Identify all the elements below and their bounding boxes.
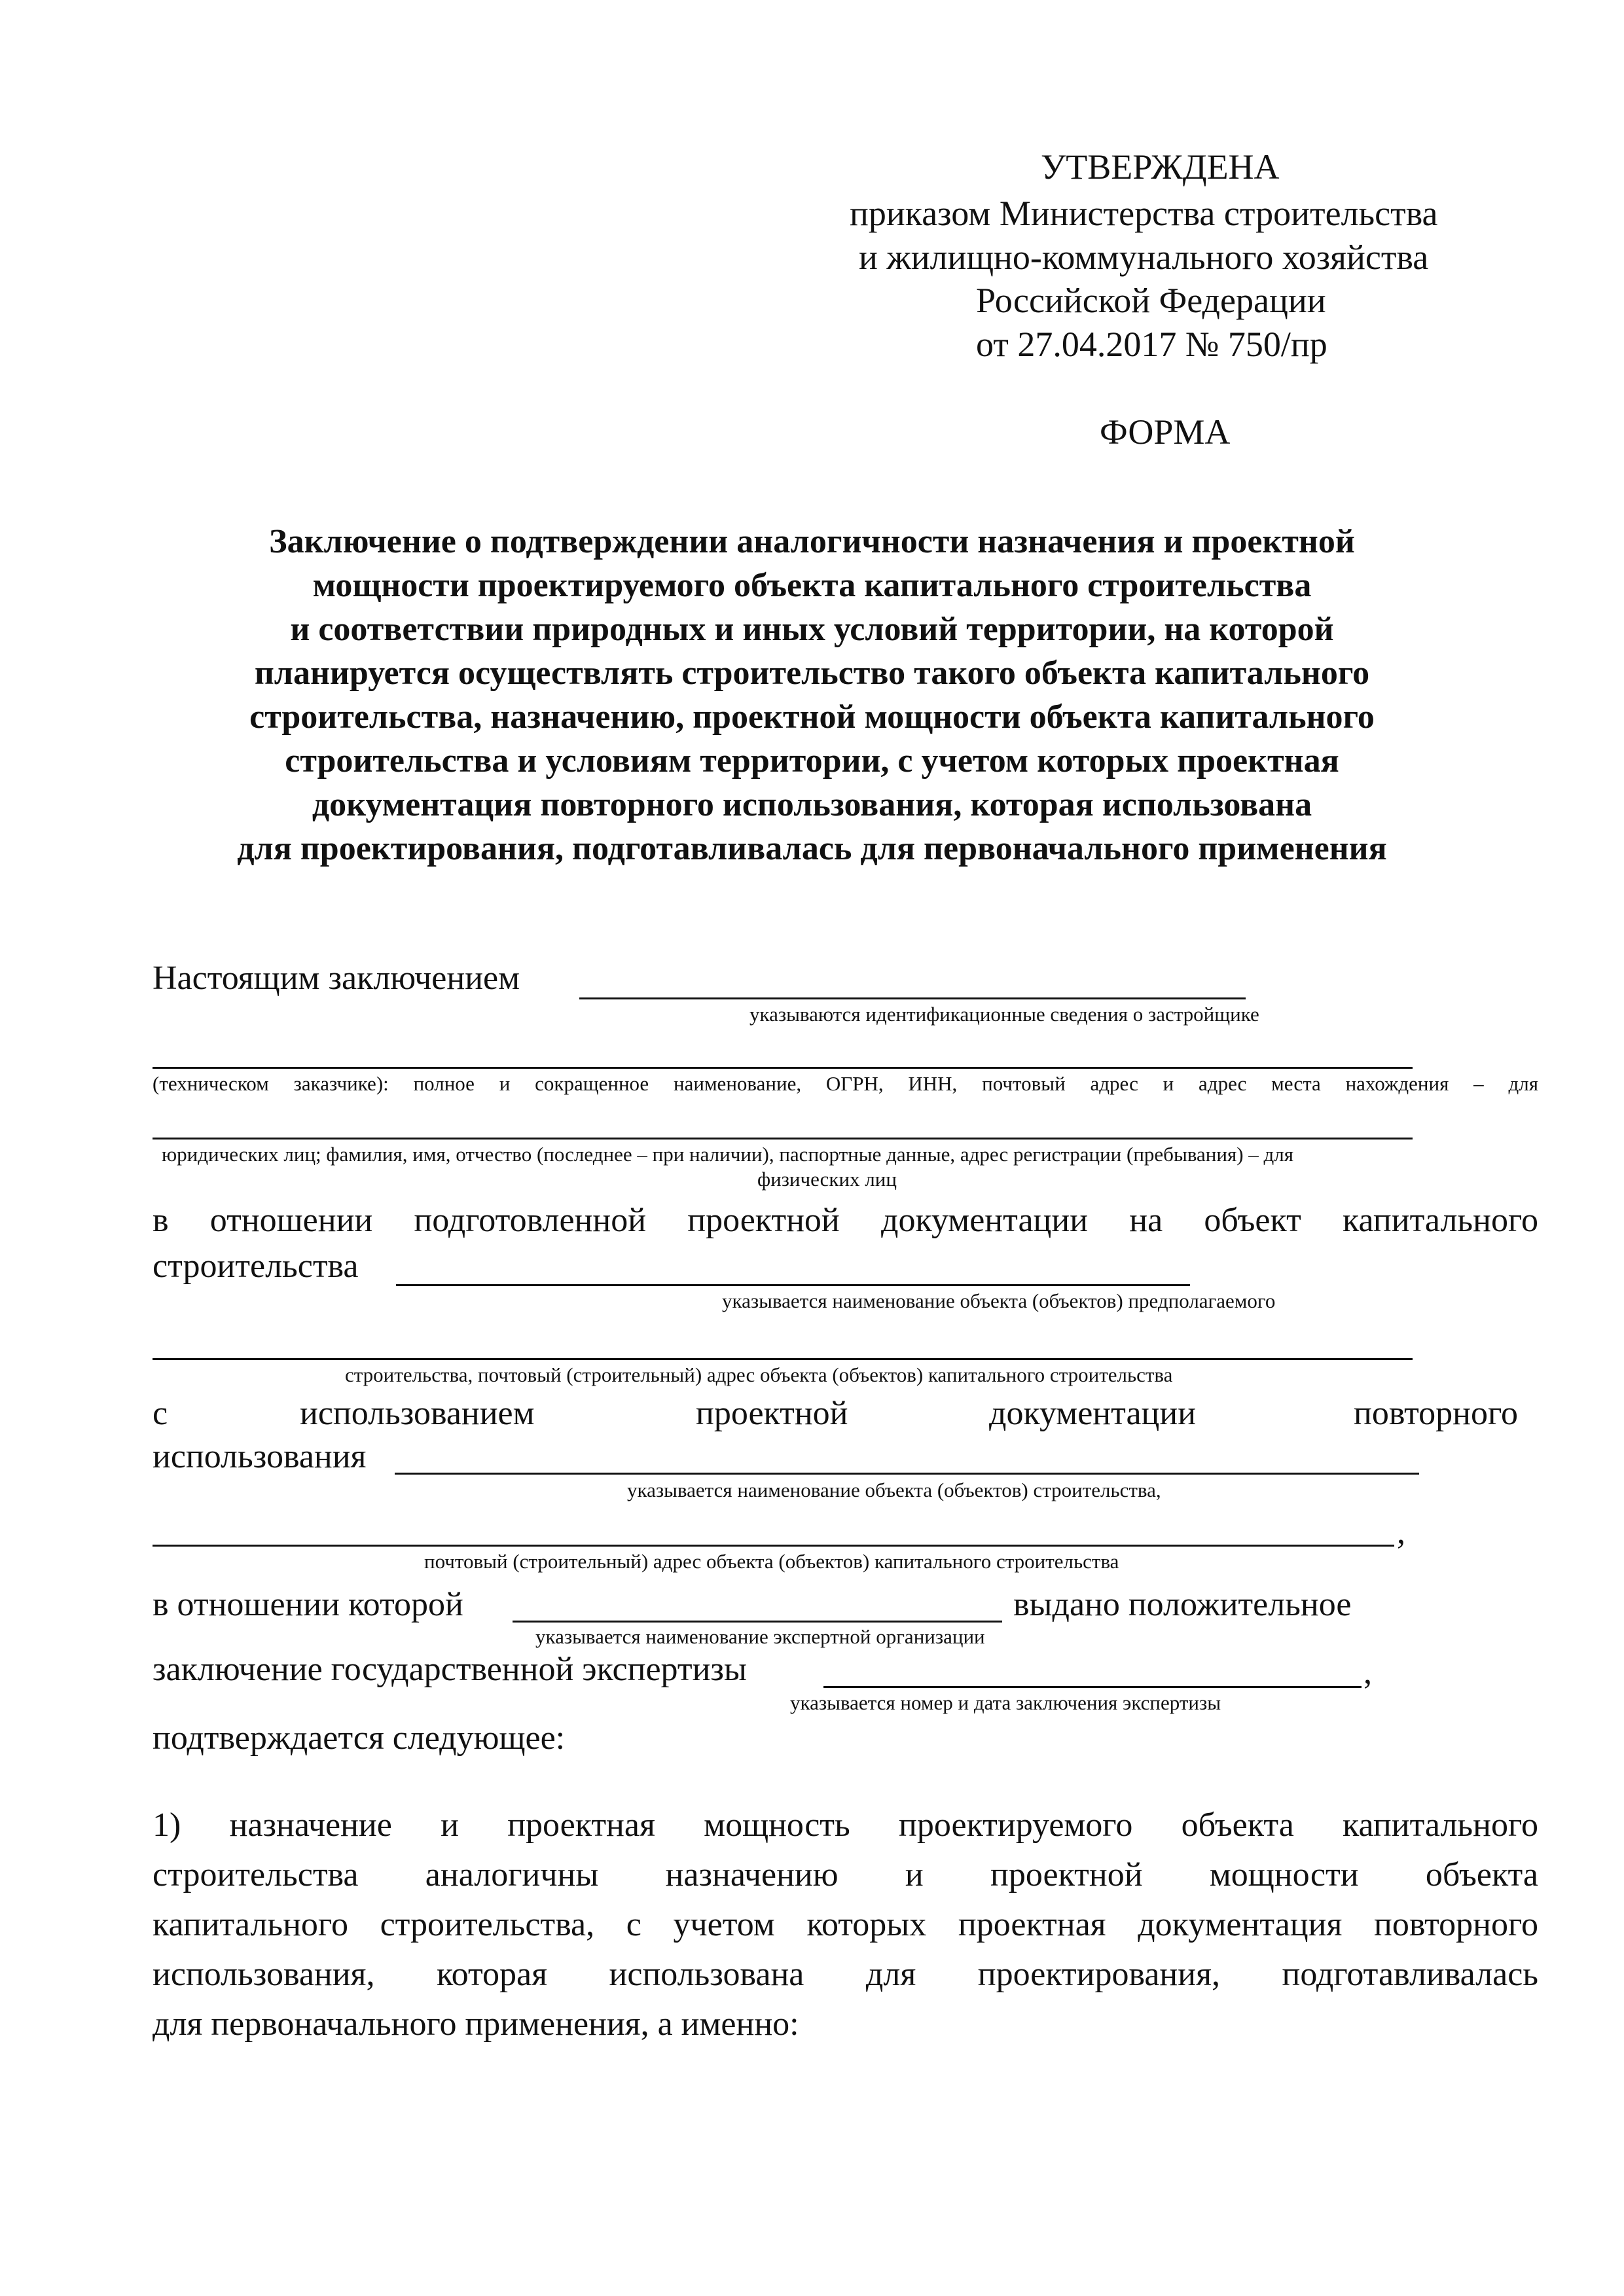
item1-line-4: использования, которая использована для проектирования, подготавливалась xyxy=(153,1956,1538,1993)
reuse-word-3: проектной xyxy=(696,1395,848,1432)
approval-line-1: приказом Министерства строительства xyxy=(850,194,1438,233)
document-title-line-8: для проектирования, подготавливалась для первоначального применения xyxy=(237,830,1387,867)
hint-developer-2: (техническом заказчике): полное и сокращенное наименование, ОГРН, ИНН, почтовый адрес и адрес места нахождения – для xyxy=(153,1072,1538,1095)
reuse-word-1: с xyxy=(153,1395,168,1432)
hint-reuse-1: указывается наименование объекта (объектов) строительства, xyxy=(627,1479,1161,1501)
object-intro-line: в отношении подготовленной проектной документации на объект капитального xyxy=(153,1202,1538,1239)
expert-number-fill-line[interactable] xyxy=(823,1686,1362,1688)
reuse-comma: , xyxy=(1397,1514,1405,1551)
reuse-lead-text: использования xyxy=(153,1438,367,1475)
document-title-line-6: строительства и условиям территории, с учетом которых проектная xyxy=(285,742,1339,780)
object-lead-text: строительства xyxy=(153,1247,359,1285)
document-title-line-5: строительства, назначению, проектной мощности объекта капитального xyxy=(249,698,1375,736)
approval-line-3: Российской Федерации xyxy=(976,281,1326,320)
hint-object-1: указывается наименование объекта (объектов) предполагаемого xyxy=(722,1289,1276,1312)
expertise-lead-text: в отношении которой xyxy=(153,1586,463,1623)
document-title-line-2: мощности проектируемого объекта капитального строительства xyxy=(312,567,1312,604)
item1-line-2: строительства аналогичны назначению и проектной мощности объекта xyxy=(153,1856,1538,1893)
expertise-comma: , xyxy=(1363,1654,1372,1691)
expertise-conclusion-lead: заключение государственной экспертизы xyxy=(153,1651,747,1688)
document-title-line-4: планируется осуществлять строительство такого объекта капитального xyxy=(254,655,1370,692)
hint-reuse-2: почтовый (строительный) адрес объекта (объектов) капитального строительства xyxy=(424,1550,1119,1573)
developer-fill-line-3[interactable] xyxy=(153,1138,1413,1139)
hint-expert-number: указывается номер и дата заключения экспертизы xyxy=(790,1691,1221,1714)
expertise-tail-text: выдано положительное xyxy=(1013,1586,1352,1623)
document-title-line-3: и соответствии природных и иных условий территории, на которой xyxy=(290,611,1334,648)
document-title-line-7: документация повторного использования, которая использована xyxy=(312,786,1312,823)
reuse-fill-line-1[interactable] xyxy=(395,1473,1419,1475)
developer-fill-line-2[interactable] xyxy=(153,1067,1413,1069)
hint-developer-3: юридических лиц; фамилия, имя, отчество (последнее – при наличии), паспортные данные, адрес регистрации (пребывания) – для xyxy=(162,1143,1294,1166)
hint-object-2: строительства, почтовый (строительный) адрес объекта (объектов) капитального строительства xyxy=(345,1363,1173,1386)
hint-developer-4: физических лиц xyxy=(757,1168,897,1191)
reuse-fill-line-2[interactable] xyxy=(153,1545,1394,1547)
object-fill-line-1[interactable] xyxy=(396,1284,1190,1286)
item1-line-5: для первоначального применения, а именно: xyxy=(153,2005,799,2043)
reuse-word-5: повторного xyxy=(1354,1395,1518,1432)
reuse-word-4: документации xyxy=(989,1395,1197,1432)
item1-line-3: капитального строительства, с учетом которых проектная документация повторного xyxy=(153,1906,1538,1943)
expert-org-fill-line[interactable] xyxy=(513,1621,1002,1623)
form-label: ФОРМА xyxy=(1100,412,1231,452)
hint-expert-org: указывается наименование экспертной организации xyxy=(535,1625,985,1648)
reuse-word-2: использованием xyxy=(300,1395,535,1432)
document-title-line-1: Заключение о подтверждении аналогичности назначения и проектной xyxy=(269,523,1355,560)
confirmed-text: подтверждается следующее: xyxy=(153,1719,566,1757)
hint-developer-1: указываются идентификационные сведения о застройщике xyxy=(749,1003,1259,1026)
approval-title: УТВЕРЖДЕНА xyxy=(1041,147,1280,187)
approval-line-2: и жилищно-коммунального хозяйства xyxy=(859,238,1429,277)
approval-line-4: от 27.04.2017 № 750/пр xyxy=(976,325,1327,364)
developer-fill-line-1[interactable] xyxy=(579,997,1246,999)
intro-lead-text: Настоящим заключением xyxy=(153,960,520,997)
object-fill-line-2[interactable] xyxy=(153,1358,1413,1360)
item1-line-1: 1) назначение и проектная мощность проектируемого объекта капитального xyxy=(153,1806,1538,1844)
